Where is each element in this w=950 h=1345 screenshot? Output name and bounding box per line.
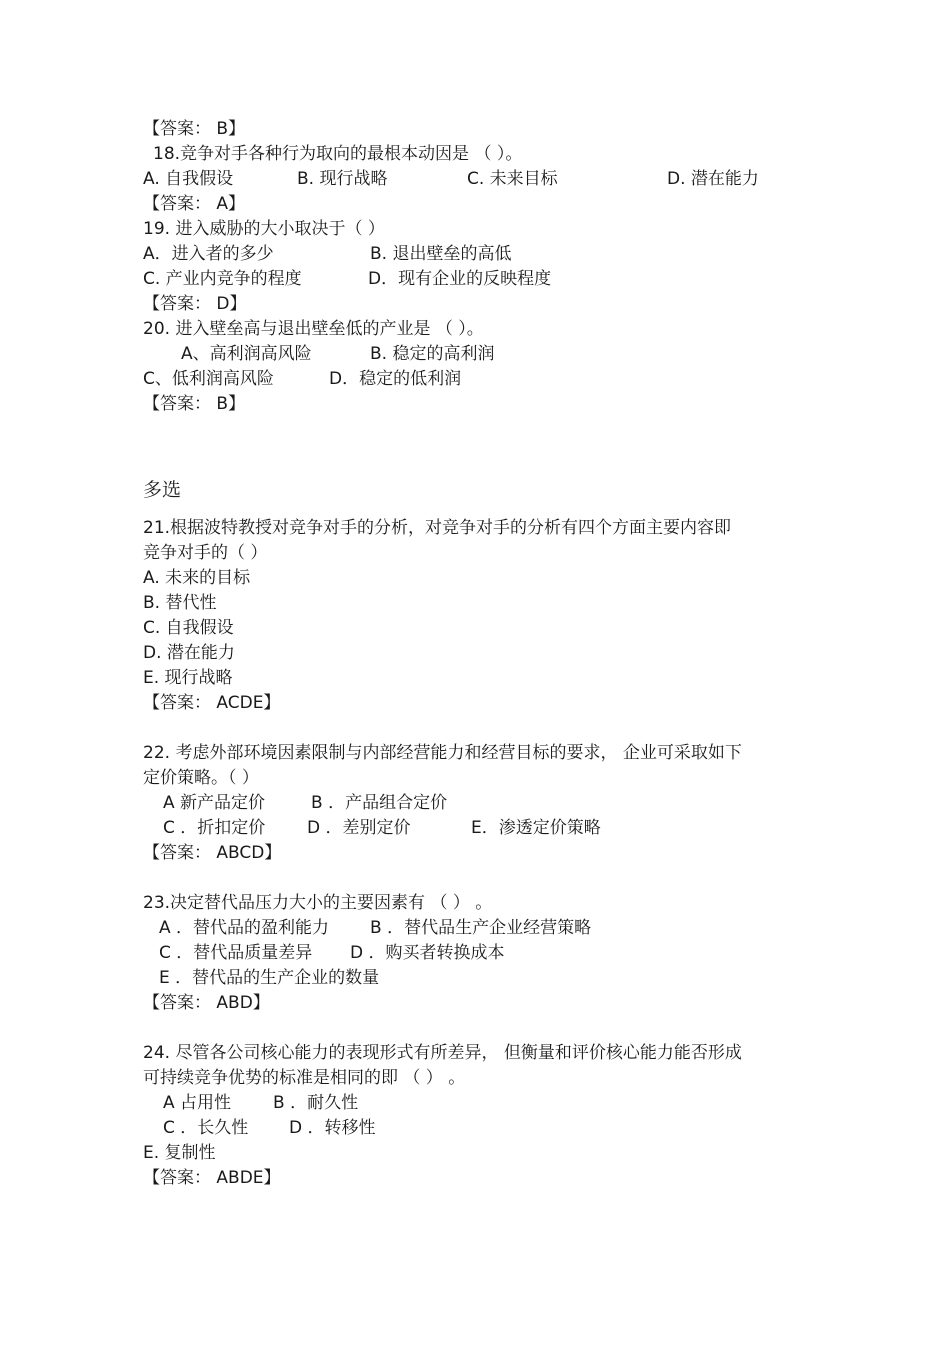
q22-option-b: B ．产品组合定价 [311, 793, 448, 813]
q21-option-e: E. 现行战略 [143, 668, 233, 688]
question-21-stem: 21.根据波特教授对竞争对手的分析，对竞争对手的分析有四个方面主要内容即 [143, 518, 732, 538]
q23-option-d: D ．购买者转换成本 [350, 943, 505, 963]
q24-option-c: C ．长久性 [163, 1118, 249, 1138]
q20-option-c: C、低利润高风险 [143, 369, 274, 389]
q24-option-b: B ．耐久性 [273, 1093, 359, 1113]
q23-option-b: B ．替代品生产企业经营策略 [370, 918, 592, 938]
q19-option-b: B. 退出壁垒的高低 [370, 244, 512, 264]
q24-answer: 【答案： ABDE】 [143, 1168, 281, 1188]
q20-option-a: A、高利润高风险 [181, 344, 312, 364]
q19-option-d: D．现有企业的反映程度 [368, 269, 552, 289]
q21-option-a: A. 未来的目标 [143, 568, 251, 588]
question-23-stem: 23.决定替代品压力大小的主要因素有 （ ） 。 [143, 893, 493, 913]
q21-option-b: B. 替代性 [143, 593, 217, 613]
q21-answer: 【答案： ACDE】 [143, 693, 281, 713]
q19-answer: 【答案： D】 [143, 294, 247, 314]
question-24-stem: 24. 尽管各公司核心能力的表现形式有所差异， 但衡量和评价核心能力能否形成 [143, 1043, 742, 1063]
question-19-stem: 19. 进入威胁的大小取决于（ ） [143, 219, 385, 239]
question-22-stem: 22. 考虑外部环境因素限制与内部经营能力和经营目标的要求， 企业可采取如下 [143, 743, 742, 763]
q18-option-b: B. 现行战略 [297, 169, 388, 189]
question-21-stem-cont: 竞争对手的（ ） [143, 543, 268, 563]
q21-option-c: C. 自我假设 [143, 618, 234, 638]
q22-option-a: A 新产品定价 [163, 793, 266, 813]
answer-line: 【答案： B】 [143, 119, 246, 139]
q23-option-e: E ．替代品的生产企业的数量 [159, 968, 380, 988]
q20-option-d: D．稳定的低利润 [329, 369, 462, 389]
q19-option-c: C. 产业内竞争的程度 [143, 269, 302, 289]
q22-option-c: C ．折扣定价 [163, 818, 266, 838]
q24-option-d: D ．转移性 [289, 1118, 376, 1138]
q18-option-a: A. 自我假设 [143, 169, 234, 189]
q24-option-e: E. 复制性 [143, 1143, 216, 1163]
q22-answer: 【答案： ABCD】 [143, 843, 282, 863]
question-22-stem-cont: 定价策略。（ ） [143, 768, 259, 788]
question-24-stem-cont: 可持续竞争优势的标准是相同的即 （ ） 。 [143, 1068, 466, 1088]
q23-answer: 【答案： ABD】 [143, 993, 270, 1013]
q24-option-a: A 占用性 [163, 1093, 232, 1113]
q22-option-e: E．渗透定价策略 [471, 818, 601, 838]
question-20-stem: 20. 进入壁垒高与退出壁垒低的产业是 （ ）。 [143, 319, 484, 339]
section-title: 多选 [143, 479, 182, 501]
q18-option-c: C. 未来目标 [467, 169, 558, 189]
q20-answer: 【答案： B】 [143, 394, 246, 414]
q23-option-c: C ．替代品质量差异 [159, 943, 313, 963]
q22-option-d: D ．差别定价 [307, 818, 411, 838]
q21-option-d: D. 潜在能力 [143, 643, 235, 663]
q18-option-d: D. 潜在能力 [667, 169, 759, 189]
q23-option-a: A ．替代品的盈利能力 [159, 918, 330, 938]
q20-option-b: B. 稳定的高利润 [370, 344, 495, 364]
q18-answer: 【答案： A】 [143, 194, 246, 214]
q19-option-a: A．进入者的多少 [143, 244, 274, 264]
question-18-stem: 18.竞争对手各种行为取向的最根本动因是 （ ）。 [153, 144, 523, 164]
